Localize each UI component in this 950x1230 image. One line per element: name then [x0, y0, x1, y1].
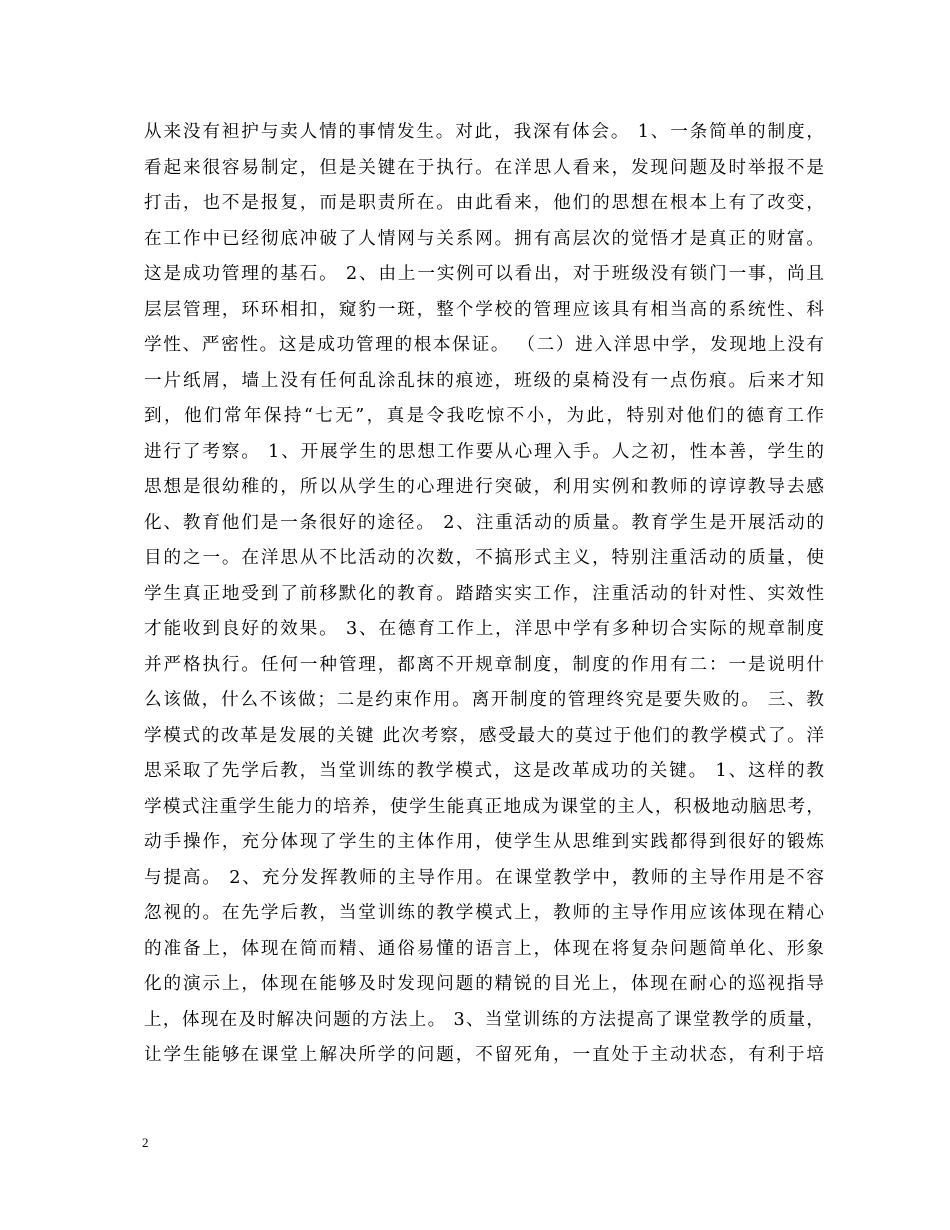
text-line: 思采取了先学后教，当堂训练的教学模式，这是改革成功的关键。 1、这样的教: [144, 761, 824, 781]
text-line: 学性、严密性。这是成功管理的根本保证。 （二）进入洋思中学，发现地上没有: [144, 335, 824, 355]
text-line: 化的演示上，体现在能够及时发现问题的精锐的目光上，体现在耐心的巡视指导: [144, 974, 824, 994]
body-text: [144, 115, 824, 1074]
text-line: 思想是很幼稚的，所以从学生的心理进行突破，利用实例和教师的谆谆教导去感: [144, 477, 824, 497]
text-line: 让学生能够在课堂上解决所学的问题，不留死角，一直处于主动状态，有利于培: [144, 1045, 824, 1065]
text-line: 忽视的。在先学后教，当堂训练的教学模式上，教师的主导作用应该体现在精心: [144, 903, 824, 923]
page-number: 2: [142, 1135, 149, 1150]
text-line: 一片纸屑，墙上没有任何乱涂乱抹的痕迹，班级的桌椅没有一点伤痕。后来才知: [144, 370, 824, 391]
text-line: 学生真正地受到了前移默化的教育。踏踏实实工作，注重活动的针对性、实效性: [144, 583, 824, 604]
text-line: 看起来很容易制定，但是关键在于执行。在洋思人看来，发现问题及时举报不是: [144, 157, 824, 178]
text-line: 层层管理，环环相扣，窥豹一斑，整个学校的管理应该具有相当高的系统性、科: [144, 299, 824, 320]
text-line: 与提高。 2、充分发挥教师的主导作用。在课堂教学中，教师的主导作用是不容: [144, 867, 824, 888]
text-line: 化、教育他们是一条很好的途径。 2、注重活动的质量。教育学生是开展活动的: [144, 512, 824, 533]
text-line: 才能收到良好的效果。 3、在德育工作上，洋思中学有多种切合实际的规章制度: [144, 619, 824, 639]
text-line: 打击，也不是报复，而是职责所在。由此看来，他们的思想在根本上有了改变，: [144, 193, 824, 213]
text-line: 这是成功管理的基石。 2、由上一实例可以看出，对于班级没有锁门一事，尚且: [144, 264, 824, 284]
text-line: 在工作中已经彻底冲破了人情网与关系网。拥有高层次的觉悟才是真正的财富。: [144, 228, 824, 249]
text-line: 学模式注重学生能力的培养，使学生能真正地成为课堂的主人，积极地动脑思考，: [144, 796, 824, 817]
text-line: 学模式的改革是发展的关键 此次考察，感受最大的莫过于他们的教学模式了。洋: [144, 725, 824, 746]
text-line: 的准备上，体现在简而精、通俗易懂的语言上，体现在将复杂问题简单化、形象: [144, 938, 824, 959]
text-line: 目的之一。在洋思从不比活动的次数，不搞形式主义，特别注重活动的质量，使: [144, 548, 824, 568]
text-line: 从来没有袒护与卖人情的事情发生。对此，我深有体会。 1、一条简单的制度，: [144, 122, 824, 142]
text-line: 到，他们常年保持“七无”，真是令我吃惊不小，为此，特别对他们的德育工作: [144, 406, 824, 426]
text-line: 上，体现在及时解决问题的方法上。 3、当堂训练的方法提高了课堂教学的质量，: [144, 1009, 824, 1030]
text-line: 动手操作，充分体现了学生的主体作用，使学生从思维到实践都得到很好的锻炼: [144, 832, 824, 852]
text-line: 进行了考察。 1、开展学生的思想工作要从心理入手。人之初，性本善，学生的: [144, 441, 824, 462]
text-line: 么该做，什么不该做；二是约束作用。离开制度的管理终究是要失败的。 三、教: [144, 690, 824, 710]
text-line: 并严格执行。任何一种管理，都离不开规章制度，制度的作用有二：一是说明什: [144, 654, 824, 675]
